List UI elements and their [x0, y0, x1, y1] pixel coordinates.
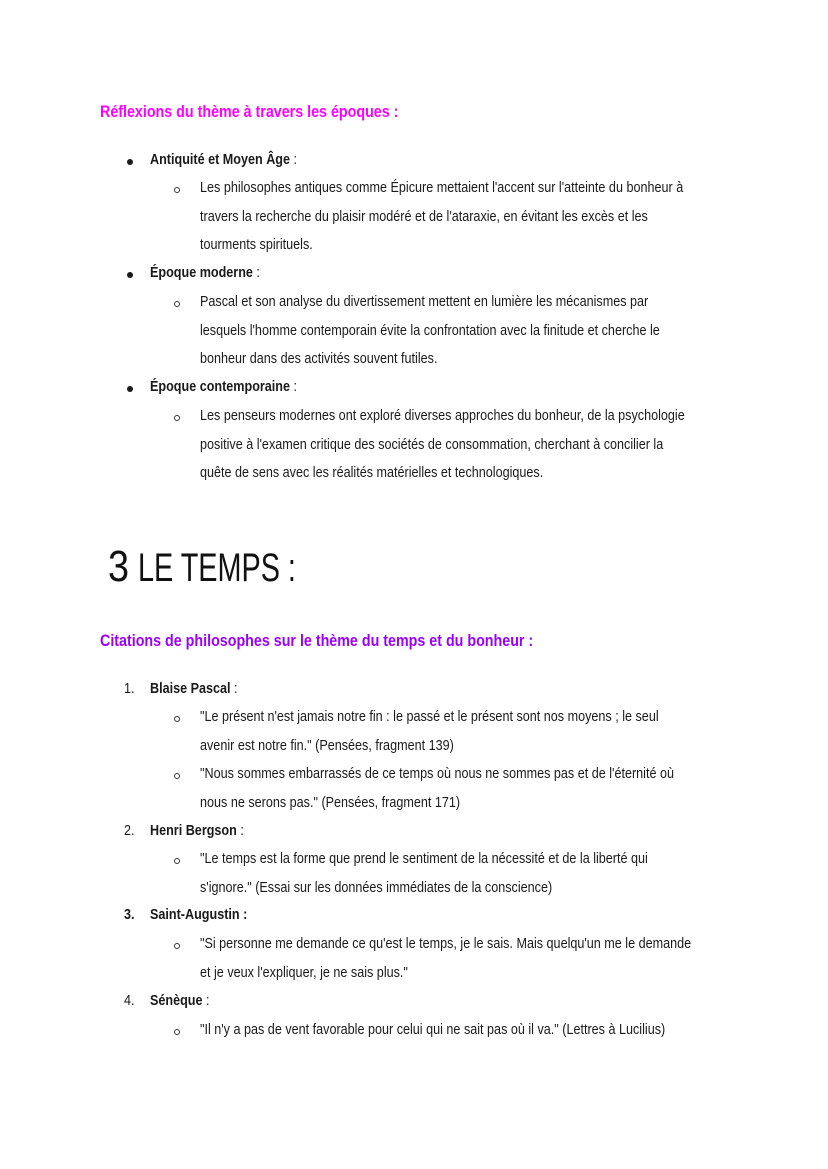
- citation-author-bergson: Henri Bergson :: [150, 822, 244, 839]
- list-number: 2.: [124, 822, 135, 839]
- citation-author-augustin: Saint-Augustin :: [150, 906, 248, 923]
- sub-bullet-icon: [174, 415, 180, 421]
- sub-bullet-icon: [174, 858, 180, 864]
- sub-bullet-icon: [174, 301, 180, 307]
- sub-bullet-icon: [174, 716, 180, 722]
- sub-bullet-icon: [174, 773, 180, 779]
- citation-quote: "Il n'y a pas de vent favorable pour celui qui ne sait pas où il va." (Lettres à Lucilius): [200, 1021, 666, 1038]
- epoque-item-contemporaine: Époque contemporaine :: [150, 378, 298, 395]
- list-number: 3.: [124, 906, 135, 923]
- bullet-icon: [127, 386, 133, 392]
- citation-quote: "Si personne me demande ce qu'est le temps, je le sais. Mais quelqu'un me le demande et je veux l'expliquer, je ne sais plus.": [200, 935, 692, 981]
- bullet-icon: [127, 272, 133, 278]
- sub-bullet-icon: [174, 187, 180, 193]
- epoque-paragraph-moderne: Pascal et son analyse du divertissement mettent en lumière les mécanismes par lesquels l'homme contemporain évite la confrontation avec la finitude et cherche le bonheur dans des activités souvent futiles.: [200, 293, 660, 367]
- sub-bullet-icon: [174, 1029, 180, 1035]
- list-number: 4.: [124, 992, 135, 1009]
- citation-author-pascal: Blaise Pascal :: [150, 680, 238, 697]
- epoque-item-moderne: Époque moderne :: [150, 264, 260, 281]
- citation-quote: "Le temps est la forme que prend le sentiment de la nécessité et de la liberté qui s'ignore." (Essai sur les données immédiates de la conscience): [200, 850, 648, 896]
- heading-epoques: Réflexions du thème à travers les époques :: [100, 102, 399, 121]
- bullet-icon: [127, 159, 133, 165]
- epoque-paragraph-antiquite: Les philosophes antiques comme Épicure mettaient l'accent sur l'atteinte du bonheur à travers la recherche du plaisir modéré et de l'ataraxie, en évitant les excès et les tourments spirituels.: [200, 179, 684, 253]
- epoque-paragraph-contemporaine: Les penseurs modernes ont exploré diverses approches du bonheur, de la psychologie positive à l'examen critique des sociétés de consommation, cherchant à concilier la quête de sens avec les réalités matérielles et technologiques.: [200, 407, 685, 481]
- citation-author-seneque: Sénèque :: [150, 992, 210, 1009]
- list-number: 1.: [124, 680, 135, 697]
- citation-quote: "Le présent n'est jamais notre fin : le passé et le présent sont nos moyens ; le seul avenir est notre fin." (Pensées, fragment 139): [200, 708, 659, 754]
- epoque-item-antiquite: Antiquité et Moyen Âge :: [150, 151, 298, 168]
- sub-bullet-icon: [174, 943, 180, 949]
- section-heading: 3 LE TEMPS :: [108, 542, 296, 591]
- citation-quote: "Nous sommes embarrassés de ce temps où nous ne sommes pas et de l'éternité où nous ne serons pas." (Pensées, fragment 171): [200, 765, 675, 811]
- heading-citations: Citations de philosophes sur le thème du temps et du bonheur :: [100, 631, 534, 650]
